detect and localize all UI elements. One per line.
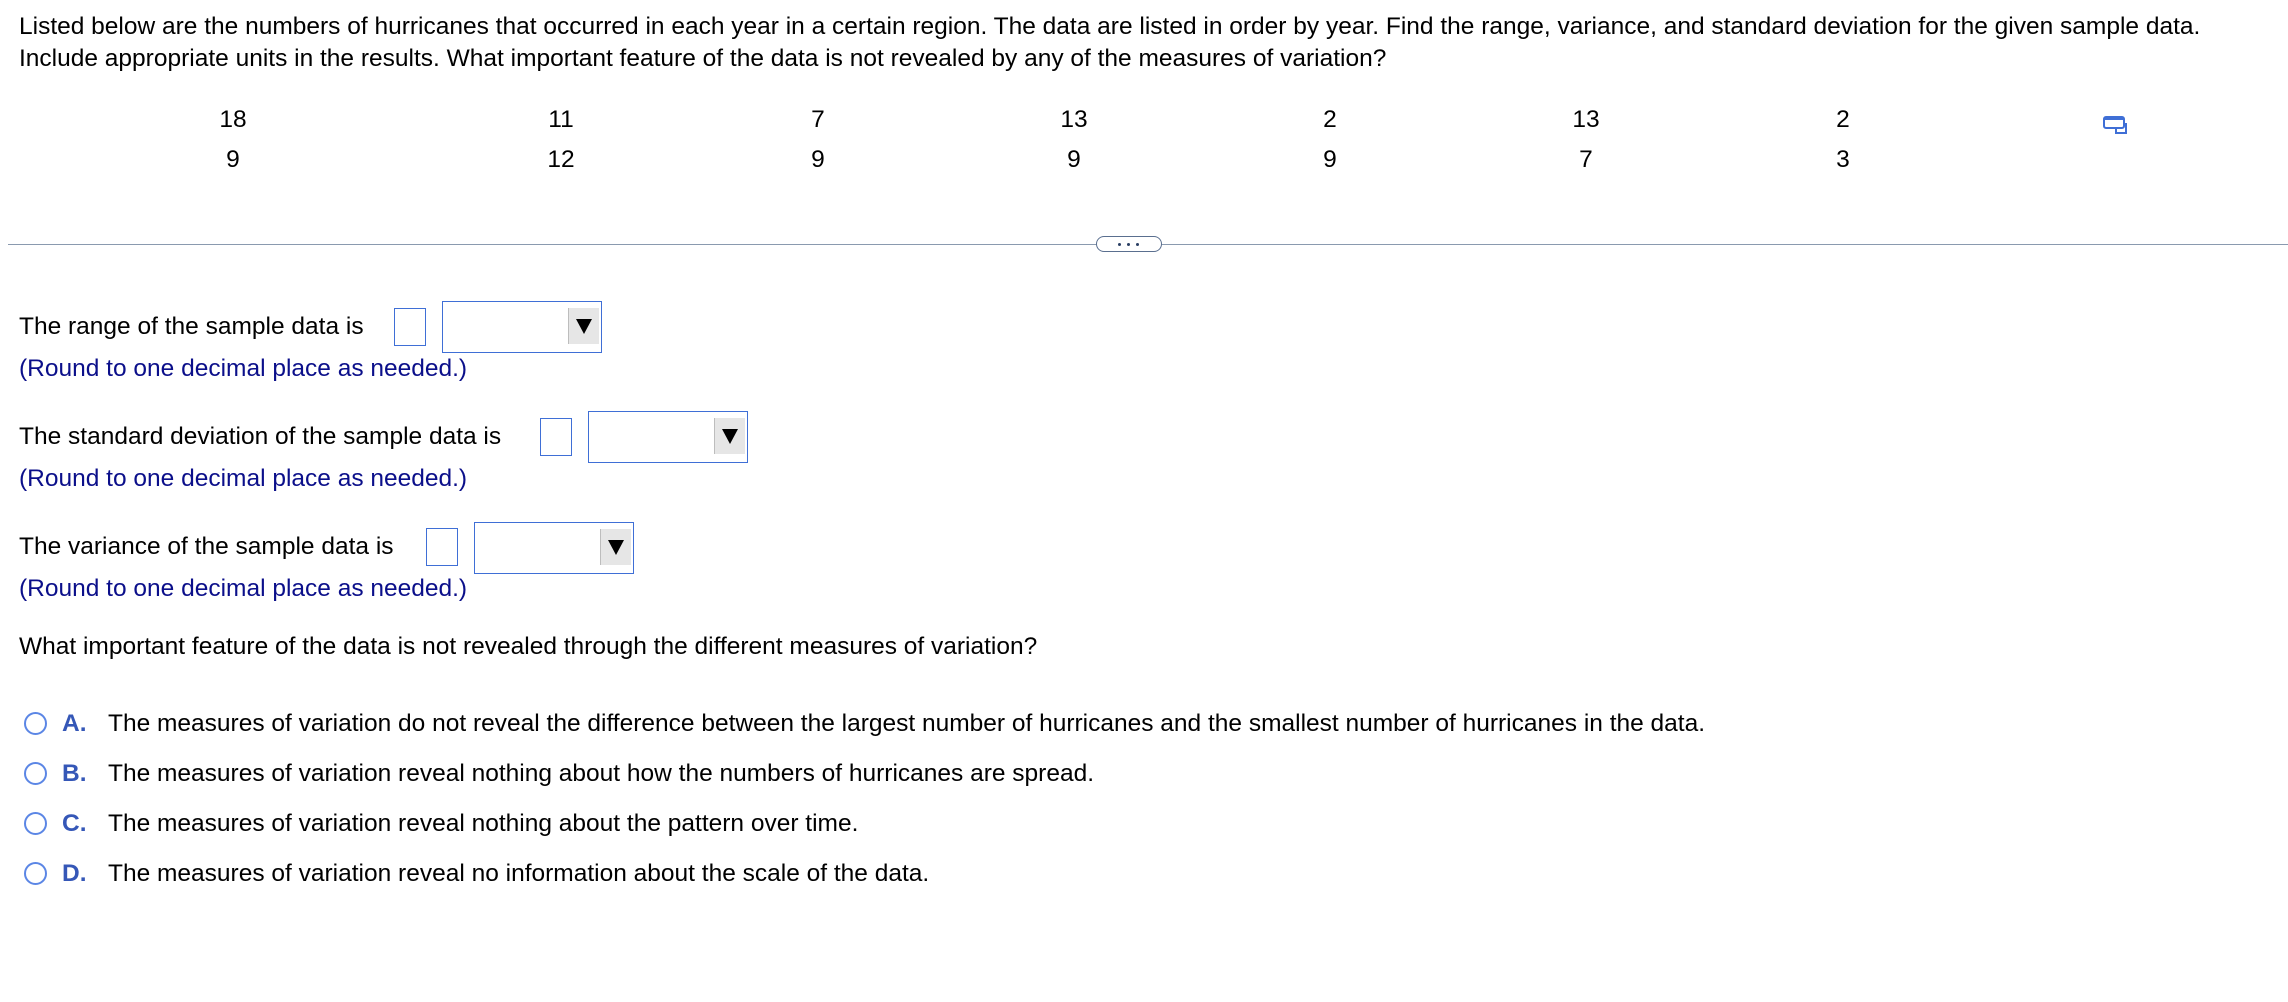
range-unit-select[interactable] bbox=[442, 301, 602, 353]
data-cell: 3 bbox=[1836, 146, 1850, 173]
data-table bbox=[0, 104, 2288, 184]
data-cell: 9 bbox=[226, 146, 240, 173]
option-letter: B. bbox=[62, 760, 87, 787]
data-cell: 9 bbox=[811, 146, 825, 173]
option-text: The measures of variation do not reveal the difference between the largest number of hurricanes and the smallest number of hurricanes in the data. bbox=[108, 710, 1706, 737]
variance-hint: (Round to one decimal place as needed.) bbox=[19, 575, 468, 602]
option-letter: C. bbox=[62, 810, 87, 837]
chevron-down-icon bbox=[600, 529, 631, 565]
radio-icon[interactable] bbox=[24, 712, 47, 735]
variance-label: The variance of the sample data is bbox=[19, 533, 394, 560]
radio-icon[interactable] bbox=[24, 762, 47, 785]
variance-input[interactable] bbox=[426, 528, 458, 566]
chevron-down-icon bbox=[714, 418, 745, 454]
std-dev-label: The standard deviation of the sample data is bbox=[19, 423, 502, 450]
option-text: The measures of variation reveal nothing about how the numbers of hurricanes are spread. bbox=[108, 760, 1095, 787]
option-letter: A. bbox=[62, 710, 87, 737]
data-cell: 11 bbox=[548, 106, 574, 133]
data-cell: 13 bbox=[1060, 106, 1088, 133]
option-text: The measures of variation reveal nothing about the pattern over time. bbox=[108, 810, 859, 837]
radio-icon[interactable] bbox=[24, 812, 47, 835]
range-hint: (Round to one decimal place as needed.) bbox=[19, 355, 468, 382]
option-text: The measures of variation reveal no information about the scale of the data. bbox=[108, 860, 930, 887]
variance-unit-select[interactable] bbox=[474, 522, 634, 574]
data-cell: 18 bbox=[219, 106, 247, 133]
radio-icon[interactable] bbox=[24, 862, 47, 885]
ellipsis-icon[interactable] bbox=[1096, 236, 1162, 252]
data-cell: 7 bbox=[811, 106, 825, 133]
feature-question: What important feature of the data is not revealed through the different measures of variation? bbox=[19, 633, 1038, 660]
data-cell: 9 bbox=[1067, 146, 1081, 173]
std-dev-input[interactable] bbox=[540, 418, 572, 456]
data-cell: 12 bbox=[547, 146, 575, 173]
data-cell: 2 bbox=[1323, 106, 1337, 133]
data-cell: 2 bbox=[1836, 106, 1850, 133]
data-cell: 9 bbox=[1323, 146, 1337, 173]
data-cell: 13 bbox=[1572, 106, 1600, 133]
range-label: The range of the sample data is bbox=[19, 313, 364, 340]
std-dev-hint: (Round to one decimal place as needed.) bbox=[19, 465, 468, 492]
question-text: Listed below are the numbers of hurricanes that occurred in each year in a certain region. The data are listed in order by year. Find the range, variance, and standard deviation for the given sample data. Include appropriate units in the results. What important feature of the data is not revealed by any of the measures of variation? bbox=[19, 13, 2201, 72]
std-dev-unit-select[interactable] bbox=[588, 411, 748, 463]
copy-data-icon[interactable] bbox=[2102, 114, 2128, 136]
data-cell: 7 bbox=[1579, 146, 1593, 173]
range-input[interactable] bbox=[394, 308, 426, 346]
chevron-down-icon bbox=[568, 308, 599, 344]
option-letter: D. bbox=[62, 860, 87, 887]
